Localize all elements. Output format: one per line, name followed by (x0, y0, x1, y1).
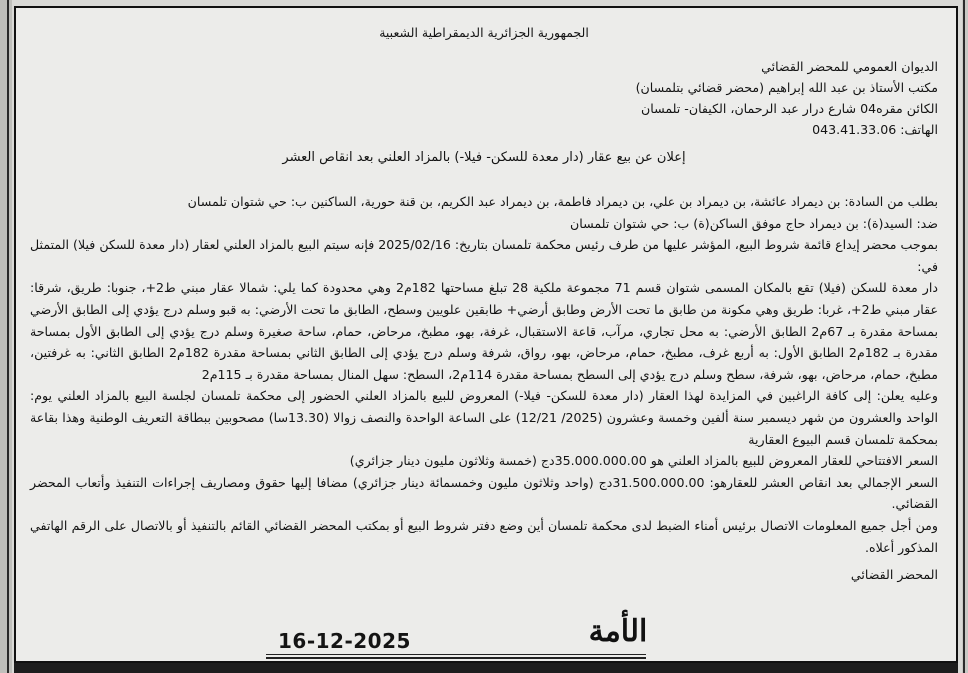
against-paragraph: ضد: السيد(ة): بن ديمراد حاج موفق الساكن(ة) ب: حي شتوان تلمسان (570, 215, 938, 231)
office-name: الديوان العمومي للمحضر القضائي (761, 59, 938, 74)
announcement-title: إعلان عن بيع عقار (دار معدة للسكن- فيلا-) بالمزاد العلني بعد انقاص العشر (282, 150, 686, 165)
left-page-bleed (0, 0, 12, 673)
office-phone-line (30, 119, 938, 140)
date-rule (266, 657, 646, 659)
notice-body (30, 191, 938, 558)
bottom-page-strip (14, 663, 958, 673)
requesters-paragraph: بطلب من السادة: بن ديمراد عائشة، بن ديمراد بن علي، بن ديمراد فاطمة، بن ديمراد عبد الكريم، بن قنة حورية، الساكنين ب: حي شتوان تلمسان (187, 194, 938, 209)
newspaper-logo-word: الأمة (588, 614, 648, 650)
property-paragraph: دار معدة للسكن (فيلا) تقع بالمكان المسمى شتوان قسم 71 مجموعة ملكية 28 تبلغ مساحتها 182م2 وهي محدودة كما يلي: شمالا عقار مبني ط2+، جنوبا: طريق، شرقا: عقار مبني ط2+، غربا: طريق وهي مكونة من طابق ما تحت الأرض وطابق أرضي+ طابقين علويين وسطح، الطابق ما تحت الأرضي: به قبو وسلم درج يؤدي إلى الطابق الأرضي بمساحة مقدرة بـ 67م2 الطابق الأرضي: به محل تجاري، مرآب، قاعة الاستقبال، غرفة، بهو، مطبخ، مرحاض، حمام، ساحة صغيرة وسلم درج يؤدي إلى الطابق الأول بمساحة مقدرة بـ 182م2 الطابق الأول: به أربع غرف، مطبخ، حمام، مرحاض، بهو، رواق، شرفة وسلم درج يؤدي إلى الطابق الثاني بمساحة مقدرة 182م2 الطابق الثاني: به غرفتين، مطبخ، حمام، مرحاض، بهو، شرفة، سطح وسلم درج يؤدي إلى السطح بمساحة مقدرة 114م2، السطح: سهل المنال بمساحة مقدرة بـ 115م2 (30, 280, 938, 382)
legal-notice (14, 6, 958, 663)
republic-header: الجمهورية الجزائرية الديمقراطية الشعبية (379, 25, 589, 40)
date-rule-thin (266, 654, 646, 655)
bailiff-office-block (30, 56, 938, 140)
phone-number: 043.41.33.06 (812, 122, 897, 137)
invitation-paragraph: وعليه يعلن: إلى كافة الراغبين في المزايدة لهذا العقار (دار معدة للسكن- فيلا-) المعروض للبيع بالمزاد العلني الحضور إلى محكمة تلمسان لجلسة البيع بالمزاد العلني يوم: الواحد والعشرون من شهر ديسمبر سنة ألفين وخمسة وعشرون (2025/ 12/21) على الساعة الواحدة والنصف زوالا (13.30سا) مصحوبين ببطاقة التعريف الوطنية وهذا بقاعة بمحكمة تلمسان قسم البيوع العقارية (30, 388, 939, 447)
bailiff-signature: المحضر القضائي (850, 567, 938, 583)
info-paragraph: ومن أجل جميع المعلومات الاتصال برئيس أمناء الضبط لدى محكمة تلمسان أين وضع دفتر شروط البيع أو بمكتب المحضر القضائي القائم بالتنفيذ أو بالاتصال على الرقم الهاتفي المذكور أعلاه. (30, 517, 938, 555)
publication-date: 16-12-2025 (278, 629, 411, 654)
office-address: الكائن مقره04 شارع درار عبد الرحمان، الكيفان- تلمسان (641, 101, 938, 116)
phone-label: الهاتف: (900, 122, 938, 137)
total-price-paragraph: السعر الإجمالي بعد انقاص العشر للعقارهو: 31.500.000.00دج (واحد وثلاثون مليون وخمسمائة دينار جزائري) مضافا إليها حقوق ومصاريف إجراءات التنفيذ وأتعاب المحضر القضائي. (30, 474, 938, 512)
office-owner: مكتب الأستاذ بن عبد الله إبراهيم (محضر قضائي بتلمسان) (635, 80, 938, 95)
right-page-bleed (962, 0, 968, 673)
deposit-paragraph: بموجب محضر إيداع قائمة شروط البيع، المؤشر عليها من طرف رئيس محكمة تلمسان بتاريخ: 2025/02/16 فإنه سيتم البيع بالمزاد العلني لعقار (دار معدة للسكن فيلا) المتمثل في: (30, 237, 938, 274)
opening-price-paragraph: السعر الافتتاحي للعقار المعروض للبيع بالمزاد العلني هو 35.000.000.00دج (خمسة وثلاثون مليون دينار جزائري) (349, 453, 938, 469)
notice-footer (16, 615, 956, 661)
newspaper-logo (552, 615, 684, 649)
